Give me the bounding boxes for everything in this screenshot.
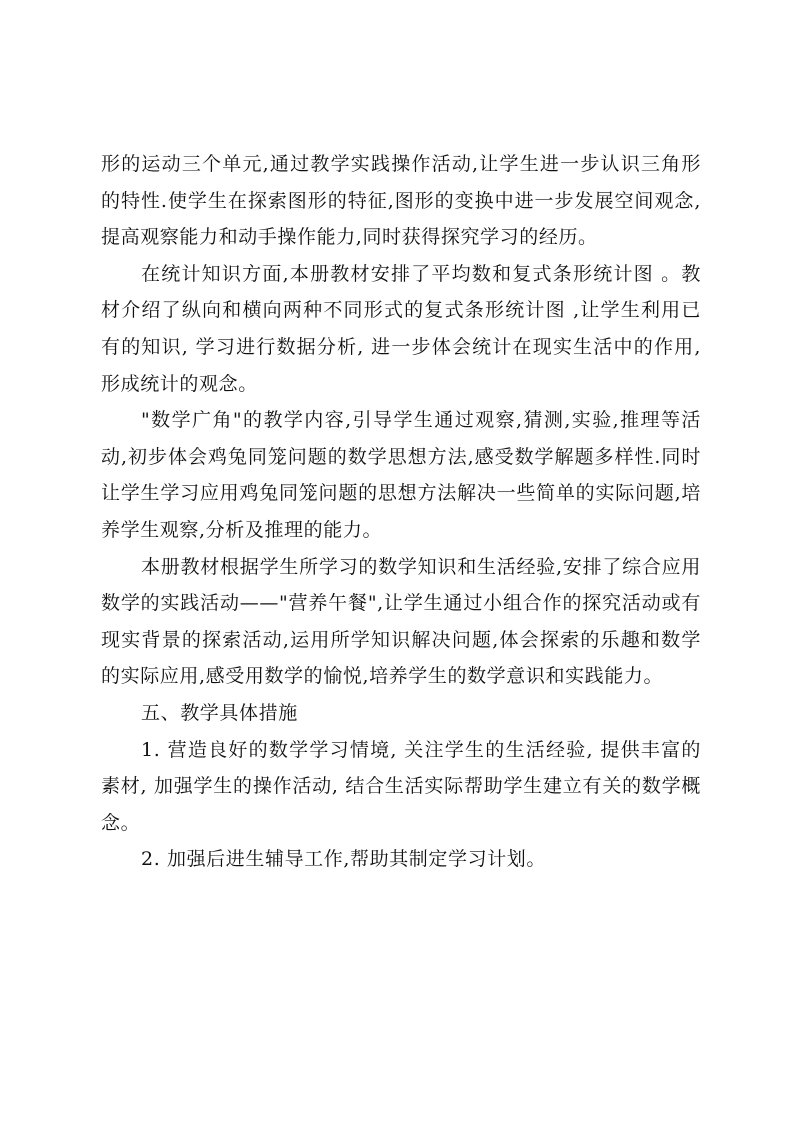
paragraph-statistics: 在统计知识方面,本册教材安排了平均数和复式条形统计图 。教材介绍了纵向和横向两种不同形式的复式条形统计图 ,让学生利用已有的知识, 学习进行数据分析, 进一步体会统计在现实生活中的作用, 形成统计的观念。	[101, 262, 701, 395]
list-item-measure-1: 1. 营造良好的数学学习情境, 关注学生的生活经验, 提供丰富的素材, 加强学生的操作活动, 结合生活实际帮助学生建立有关的数学概念。	[101, 738, 701, 834]
section-heading-measures: 五、教学具体措施	[141, 701, 298, 724]
list-item-measure-2: 2. 加强后进生辅导工作,帮助其制定学习计划。	[141, 848, 547, 871]
paragraph-math-corner: "数学广角"的教学内容,引导学生通过观察,猜测,实验,推理等活动,初步体会鸡兔同笼问题的数学思想方法,感受数学解题多样性.同时让学生学习应用鸡兔同笼问题的思想方法解决一些简单的实际问题,培养学生观察,分析及推理的能力。	[101, 409, 701, 541]
document-body	[101, 146, 701, 878]
paragraph-geometry-units: 形的运动三个单元,通过教学实践操作活动,让学生进一步认识三角形的特性.使学生在探索图形的特征,图形的变换中进一步发展空间观念,提高观察能力和动手操作能力,同时获得探究学习的经历。	[101, 153, 701, 249]
paragraph-practice-activity: 本册教材根据学生所学习的数学知识和生活经验,安排了综合应用数学的实践活动——"营养午餐",让学生通过小组合作的探究活动或有现实背景的探索活动,运用所学知识解决问题,体会探索的乐趣和数学的实际应用,感受用数学的愉悦,培养学生的数学意识和实践能力。	[101, 555, 701, 688]
